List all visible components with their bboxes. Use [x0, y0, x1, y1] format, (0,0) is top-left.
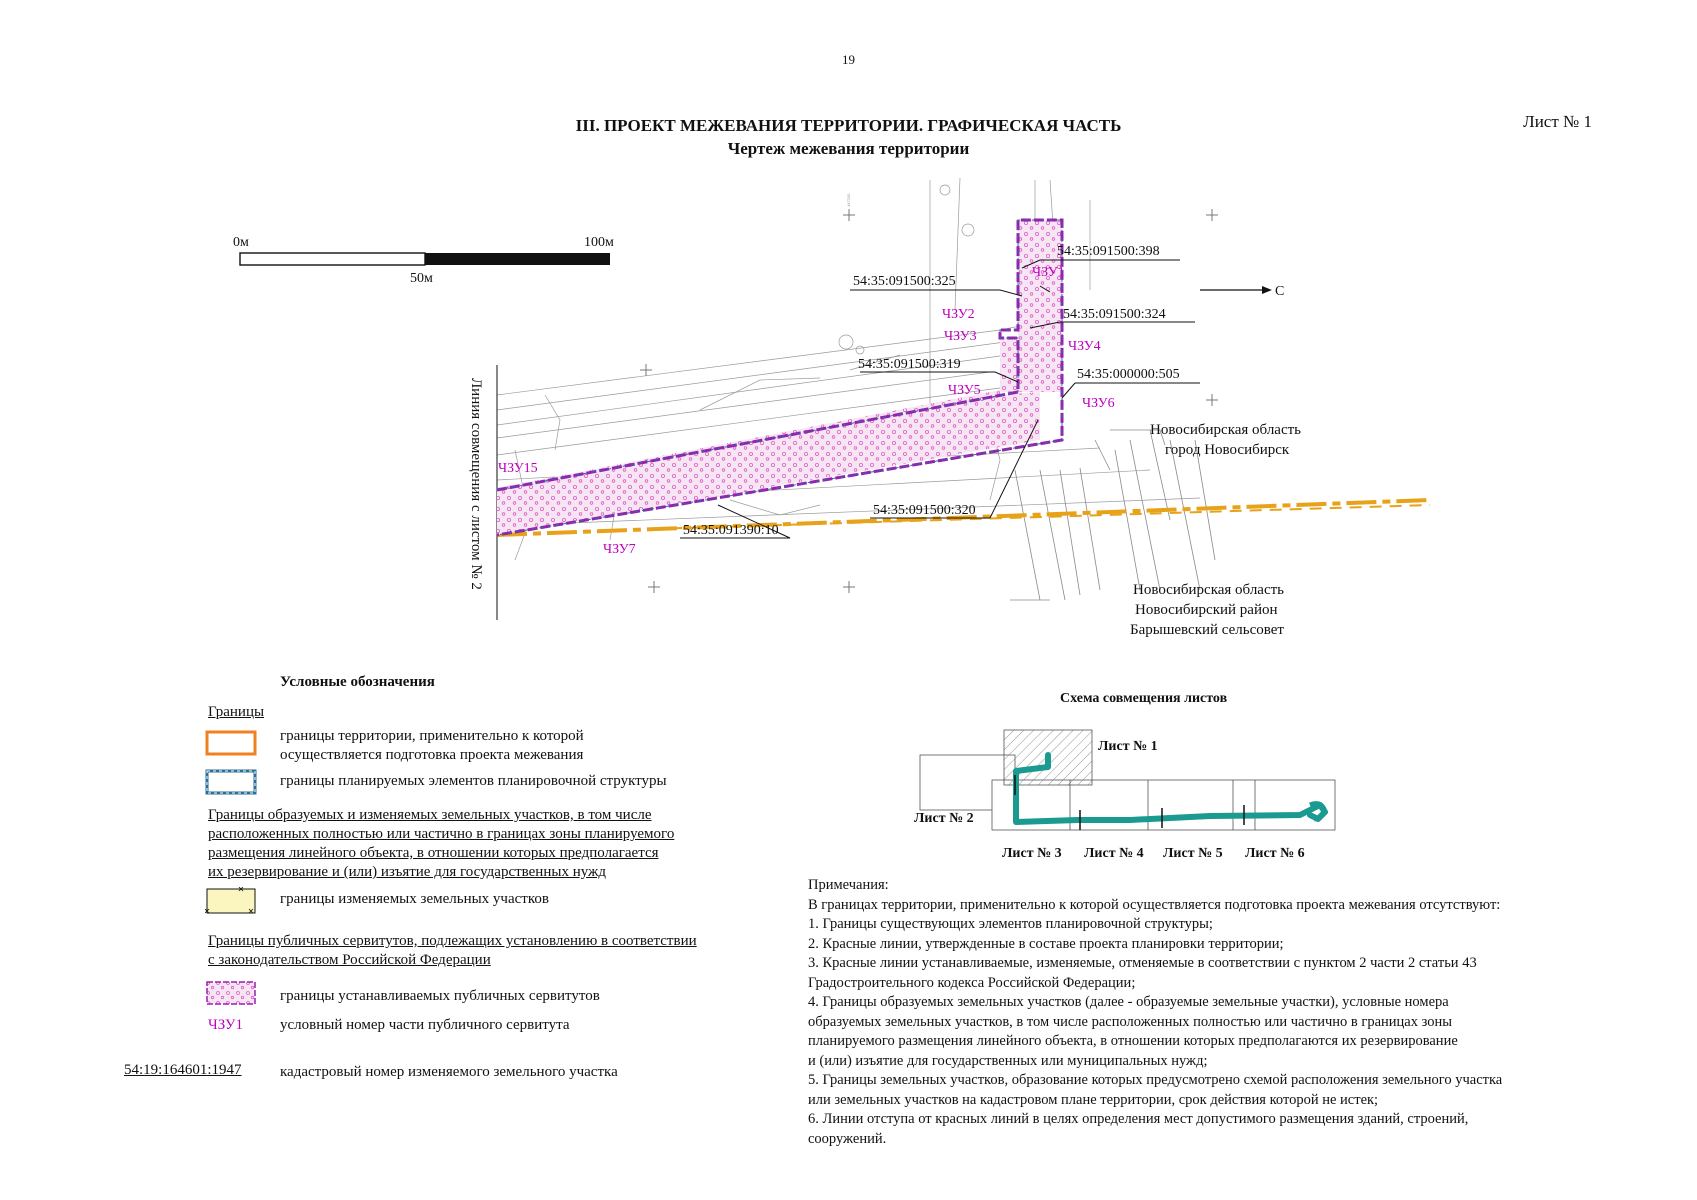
scheme-label-sheet-4: Лист № 4 — [1084, 846, 1144, 861]
servitude-part-label-3: ЧЗУ3 — [944, 329, 977, 344]
servitude-part-label-4: ЧЗУ4 — [1068, 339, 1101, 354]
servitude-part-label-1: ЧЗУ1 — [1032, 265, 1065, 280]
junction-label: Линия совмещения с листом № 2 — [468, 378, 484, 590]
region-district-line-3: Барышевский сельсовет — [1130, 622, 1284, 638]
region-city-line-1: Новосибирская область — [1150, 422, 1302, 438]
legend-group-servitudes-line-1: Границы публичных сервитутов, подлежащих установлению в соответствии — [208, 933, 697, 949]
scheme-label-sheet-6: Лист № 6 — [1245, 846, 1305, 861]
cadastral-label-319: 54:35:091500:319 — [858, 357, 961, 372]
cadastral-label-324: 54:35:091500:324 — [1063, 307, 1166, 322]
page-title: III. ПРОЕКТ МЕЖЕВАНИЯ ТЕРРИТОРИИ. ГРАФИЧЕСКАЯ ЧАСТЬ — [575, 116, 1122, 135]
region-district-line-2: Новосибирский район — [1135, 602, 1278, 618]
legend-group-boundaries: Границы — [208, 704, 265, 720]
scheme-label-sheet-1: Лист № 1 — [1098, 739, 1158, 754]
leader-lines — [680, 260, 1200, 538]
notes-line: 5. Границы земельных участков, образование которых предусмотрено схемой расположения земельного участка — [808, 1072, 1503, 1088]
legend-cadastral-sample: 54:19:164601:1947 — [124, 1062, 242, 1078]
servitude-part-label-5: ЧЗУ5 — [948, 383, 981, 398]
sheet-label: Лист № 1 — [1523, 112, 1592, 131]
servitude-part-label-15: ЧЗУ15 — [498, 461, 538, 476]
legend-territory-line-1: границы территории, применительно к которой — [280, 728, 584, 744]
notes-line: образуемых земельных участков, в том числе расположенных полностью или частично в границах зоны — [808, 1013, 1452, 1030]
north-arrow — [1200, 284, 1284, 299]
page-number: 19 — [842, 52, 855, 67]
legend-group-parcels-line-1: Границы образуемых и изменяемых земельных участков, в том числе — [208, 807, 652, 823]
legend-group-parcels-line-2: расположенных полностью или частично в границах зоны планируемого — [208, 826, 675, 842]
notes-line: планируемого размещения линейного объекта, в отношении которых предполагаются их резервирование — [808, 1033, 1458, 1049]
legend-territory-line-2: осуществляется подготовка проекта межевания — [280, 747, 584, 763]
legend-title: Условные обозначения — [280, 674, 435, 690]
planning-boundary-swatch — [205, 769, 257, 795]
cadastral-label-325: 54:35:091500:325 — [853, 274, 956, 289]
legend-group-servitudes-line-2: с законодательством Российской Федерации — [208, 952, 491, 968]
notes-line: 2. Красные линии, утвержденные в составе проекта планировки территории; — [808, 935, 1284, 952]
region-district-line-1: Новосибирская область — [1133, 582, 1285, 598]
legend-group-parcels-line-4: их резервирование и (или) изъятие для государственных нужд — [208, 864, 607, 880]
notes-line: или земельных участков на кадастровом плане территории, срок действия которой не истек; — [808, 1091, 1379, 1108]
legend-servitude-code-desc: условный номер части публичного сервитута — [280, 1017, 570, 1033]
page-subtitle: Чертеж межевания территории — [727, 139, 970, 158]
legend-group-parcels-line-3: размещения линейного объекта, в отношении которых предполагается — [208, 845, 659, 861]
scale-mid-label: 50м — [410, 271, 433, 286]
scale-bar-white-segment — [240, 253, 425, 265]
changed-parcels-swatch — [205, 887, 257, 915]
cadastral-label-505: 54:35:000000:505 — [1077, 367, 1180, 382]
scheme-label-sheet-2: Лист № 2 — [914, 811, 974, 826]
scale-bar — [233, 235, 614, 286]
notes-line: 4. Границы образуемых земельных участков (далее - образуемые земельные участки), условные номера — [808, 994, 1449, 1010]
scheme-title: Схема совмещения листов — [1060, 691, 1228, 706]
notes-line: 1. Границы существующих элементов планировочной структуры; — [808, 916, 1213, 932]
svg-text:447200: 447200 — [846, 193, 851, 207]
servitude-area-vertical — [1000, 220, 1062, 392]
legend-cadastral-desc: кадастровый номер изменяемого земельного участка — [280, 1064, 618, 1080]
region-city-line-2: город Новосибирск — [1165, 442, 1290, 458]
notes-line: 3. Красные линии устанавливаемые, изменяемые, отменяемые в соответствии с пунктом 2 части 2 статьи 43 — [808, 955, 1477, 971]
servitude-part-label-7: ЧЗУ7 — [603, 542, 636, 557]
notes-line: В границах территории, применительно к которой осуществляется подготовка проекта межевания отсутствуют: — [808, 896, 1501, 913]
cadastral-label-320: 54:35:091500:320 — [873, 503, 976, 518]
notes-line: Градостроительного кодекса Российской Федерации; — [808, 974, 1136, 991]
servitude-part-label-2: ЧЗУ2 — [942, 307, 975, 322]
notes-block — [808, 876, 1598, 1149]
north-label: С — [1275, 284, 1285, 299]
sheet-scheme — [900, 715, 1360, 875]
scale-bar-black-segment — [425, 253, 610, 265]
notes-line: сооружений. — [808, 1130, 887, 1147]
servitude-part-label-6: ЧЗУ6 — [1082, 396, 1115, 411]
legend-planning: границы планируемых элементов планировочной структуры — [280, 773, 667, 789]
servitude-swatch — [205, 980, 257, 1006]
notes-line: Примечания: — [808, 877, 889, 893]
scheme-label-sheet-3: Лист № 3 — [1002, 846, 1062, 861]
cadastral-label-10: 54:35:091390:10 — [683, 523, 779, 538]
scale-right-label: 100м — [584, 235, 614, 250]
cadastral-label-398: 54:35:091500:398 — [1057, 244, 1160, 259]
notes-line: 6. Линии отступа от красных линий в целях определения мест допустимого размещения зданий, строений, — [808, 1111, 1469, 1127]
legend-servitudes: границы устанавливаемых публичных сервитутов — [280, 988, 600, 1004]
notes-line: и (или) изъятие для государственных или муниципальных нужд; — [808, 1052, 1208, 1069]
territory-boundary-swatch — [205, 730, 257, 756]
legend-servitude-code-sample: ЧЗУ1 — [208, 1017, 244, 1033]
legend-changed: границы изменяемых земельных участков — [280, 891, 549, 907]
scale-left-label: 0м — [233, 235, 249, 250]
scheme-label-sheet-5: Лист № 5 — [1163, 846, 1223, 861]
